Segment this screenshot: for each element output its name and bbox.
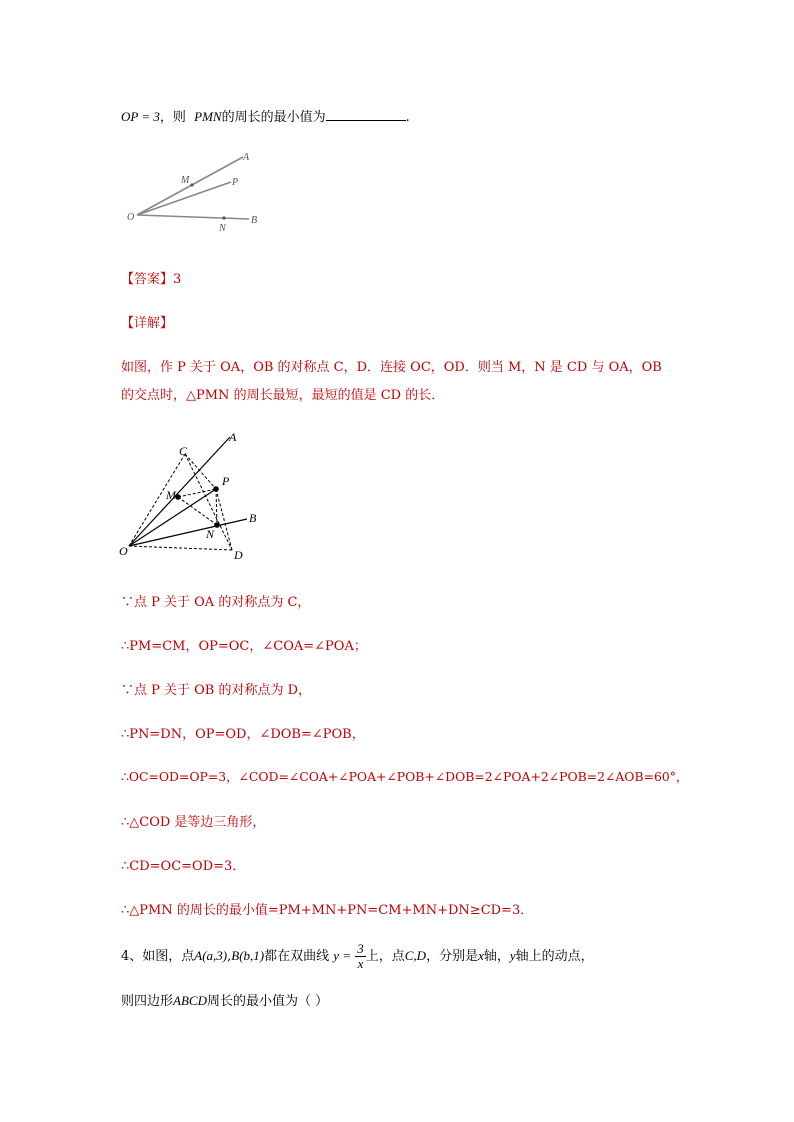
figure-angle-aob xyxy=(115,148,275,238)
q4-line-1 xyxy=(121,942,594,971)
answer-blank xyxy=(326,108,406,121)
point-p xyxy=(213,486,219,492)
detail-label: 【详解】 xyxy=(121,316,174,331)
x-axis-var: x xyxy=(478,948,484,963)
detail-line-1: 如图，作 P 关于 OA，OB 的对称点 C，D．连接 OC，OD．则当 M，N 是 CD 与 OA，OB xyxy=(121,360,662,375)
point-m xyxy=(175,494,181,500)
q4-mid: 都在双曲线 xyxy=(264,949,330,964)
label-c: C xyxy=(179,444,188,458)
ray-ob xyxy=(129,519,247,546)
label-o: O xyxy=(119,544,128,558)
label-a: A xyxy=(243,152,250,163)
points-cd: C,D xyxy=(404,948,427,963)
y-axis-var: y xyxy=(509,948,516,963)
segment-cp xyxy=(185,454,216,489)
q4-line2-prefix: 则四边形 xyxy=(121,994,174,1009)
q4-line-2 xyxy=(121,990,328,1009)
proof-line-3: ∵点 P 关于 OB 的对称点为 D， xyxy=(121,683,312,698)
point-m xyxy=(190,183,193,186)
point-b-coord: B(b,1) xyxy=(231,948,265,963)
proof-line-4: ∴PN=DN，OP=OD，∠DOB=∠POB， xyxy=(121,727,365,742)
label-n: N xyxy=(206,527,215,541)
q4-axis-y: 轴上的动点， xyxy=(515,949,594,964)
label-d: D xyxy=(234,548,243,562)
ray-ob xyxy=(137,215,249,219)
label-b: B xyxy=(249,511,257,525)
fraction-numerator: 3 xyxy=(357,941,364,956)
proof-line-2: ∴PM=CM，OP=OC，∠COA=∠POA； xyxy=(121,639,367,654)
fraction-denominator: x xyxy=(357,956,364,971)
proof-line-6: ∴△COD 是等边三角形， xyxy=(121,815,266,830)
q4-axis-x: 轴， xyxy=(483,949,510,964)
triangle-pmn: PMN xyxy=(194,109,222,124)
point-n xyxy=(214,522,220,528)
point-n xyxy=(222,216,225,219)
q4-line2-suffix: 周长的最小值为（ ） xyxy=(206,994,329,1009)
q3-middle: ，则 xyxy=(159,110,186,125)
q3-tail-line xyxy=(121,106,410,125)
figure-reflection xyxy=(115,426,275,566)
segment-pd xyxy=(216,489,232,550)
proof-line-8: ∴△PMN 的周长的最小值=PM+MN+PN=CM+MN+DN≥CD=3． xyxy=(121,903,534,918)
point-a-coord: A(a,3) xyxy=(194,948,228,963)
label-o: O xyxy=(127,212,135,223)
label-m: M xyxy=(181,175,190,186)
q4-sep: , xyxy=(227,949,232,964)
proof-line-5: ∴OC=OD=OP=3，∠COD=∠COA+∠POA+∠POB+∠DOB=2∠POA+2∠POB=2∠AOB=60°， xyxy=(121,769,689,784)
quadrilateral-abcd: ABCD xyxy=(173,993,207,1008)
proof-line-7: ∴CD=OC=OD=3． xyxy=(121,859,246,874)
hyperbola-fraction xyxy=(355,942,366,971)
q3-end: . xyxy=(405,110,410,125)
op-equation: OP = 3 xyxy=(121,109,160,124)
label-a: A xyxy=(229,430,237,444)
segment-pn xyxy=(216,489,217,525)
q4-prefix: 4、如图，点 xyxy=(121,949,195,964)
q4-after: 上，点 xyxy=(365,949,405,964)
q3-suffix: 的周长的最小值为 xyxy=(221,110,326,125)
detail-line-2: 的交点时，△PMN 的周长最短，最短的值是 CD 的长． xyxy=(121,388,445,403)
segment-od xyxy=(129,546,232,550)
q4-sep2: ，分别是 xyxy=(426,949,479,964)
hyperbola-lhs: y = xyxy=(333,948,352,963)
label-m: M xyxy=(166,488,176,502)
segment-oc xyxy=(129,454,185,546)
label-n: N xyxy=(219,223,226,234)
proof-line-1: ∵点 P 关于 OA 的对称点为 C， xyxy=(121,595,311,610)
ray-oa xyxy=(137,157,243,215)
label-p: P xyxy=(232,177,239,188)
answer-line: 【答案】3 xyxy=(121,272,182,287)
ray-op xyxy=(137,182,231,215)
label-b: B xyxy=(251,215,258,226)
label-p: P xyxy=(222,474,230,488)
